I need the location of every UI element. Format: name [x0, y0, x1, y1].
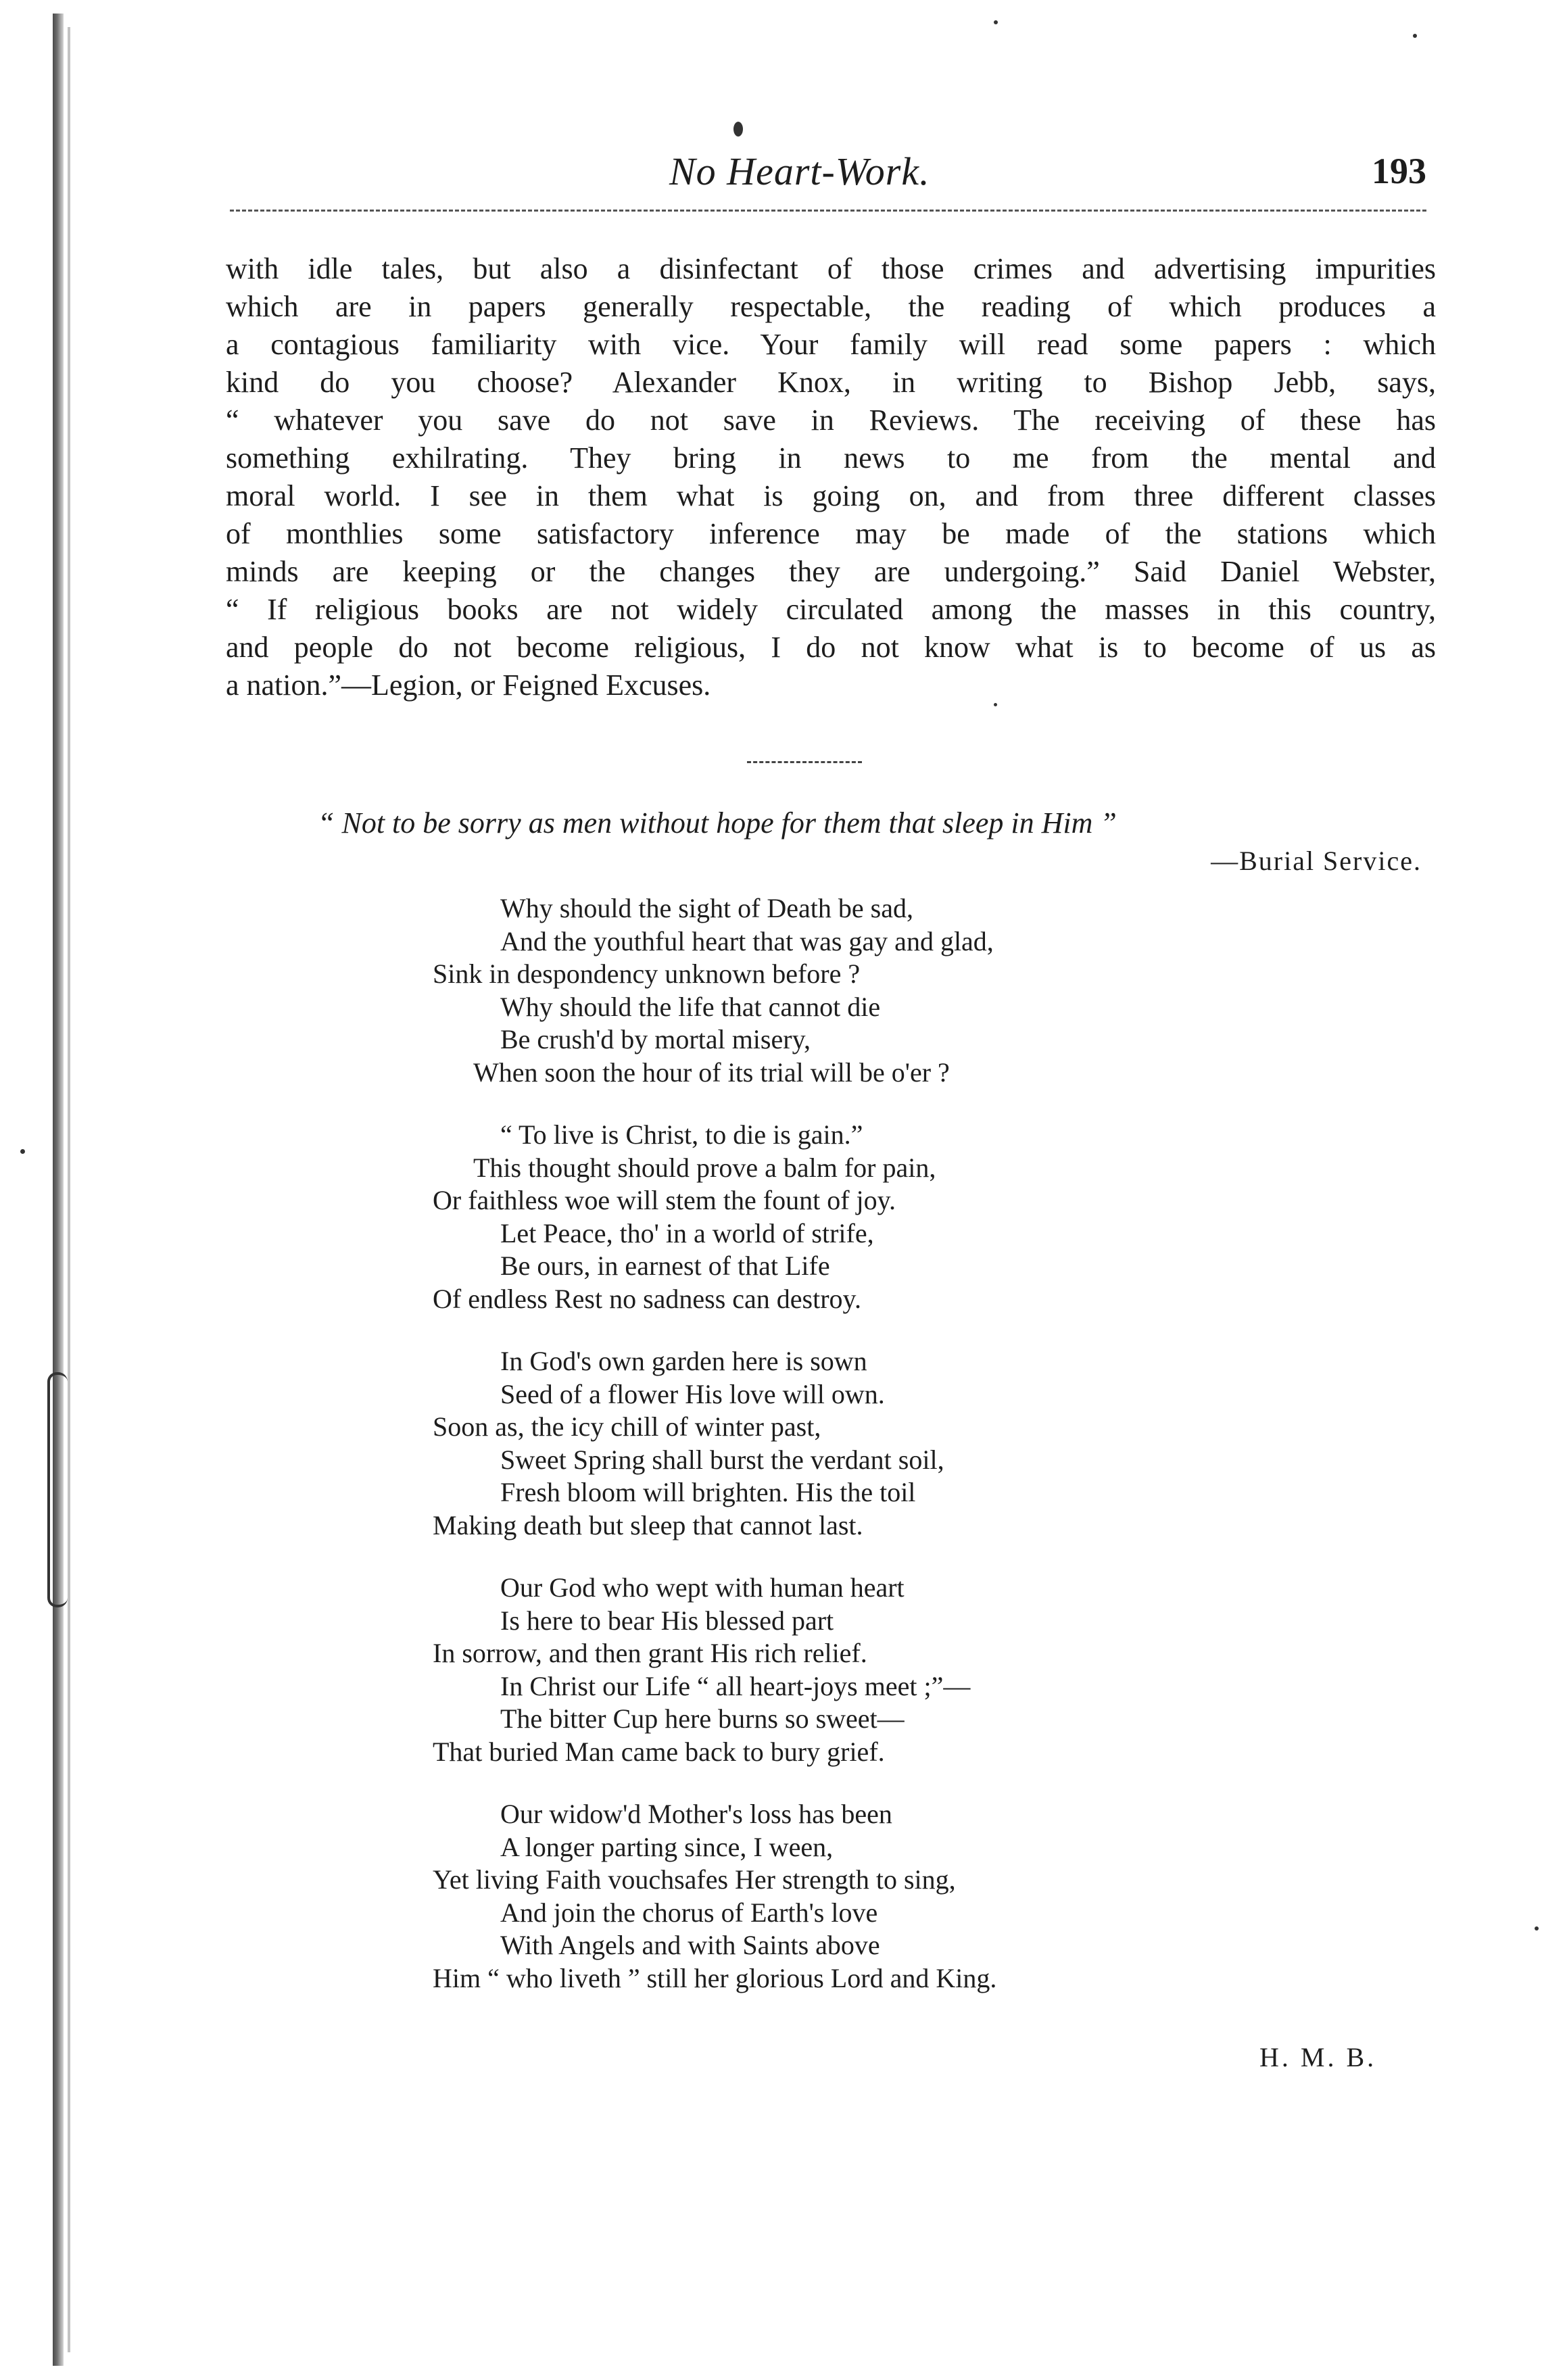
section-divider — [747, 761, 862, 763]
scan-speck — [733, 122, 743, 137]
poem-line: In Christ our Life “ all heart-joys meet ;”— — [500, 1670, 971, 1701]
poem-line: Sink in despondency unknown before ? — [433, 958, 861, 989]
header-rule — [230, 210, 1426, 212]
prose-line: a nation.”—Legion, or Feigned Excuses. — [226, 669, 711, 702]
poem-line: Let Peace, tho' in a world of strife, — [500, 1217, 874, 1248]
poem-line: Fresh bloom will brighten. His the toil — [500, 1477, 916, 1507]
prose-line: moral world. I see in them what is going on, and from three different classes — [226, 479, 1436, 512]
scan-speck — [994, 703, 997, 706]
poem-line: And the youthful heart that was gay and glad, — [500, 925, 994, 956]
poem-line: Our God who wept with human heart — [500, 1572, 905, 1603]
page-number: 193 — [1372, 151, 1426, 191]
poem-line: In sorrow, and then grant His rich relief. — [433, 1638, 867, 1668]
poem-line: Making death but sleep that cannot last. — [433, 1509, 863, 1540]
prose-line: “ whatever you save do not save in Reviews. The receiving of these has — [226, 404, 1436, 437]
prose-paragraph — [226, 250, 1436, 704]
poem-stanza — [433, 1119, 996, 1315]
scan-speck — [1413, 34, 1417, 38]
poem-line: When soon the hour of its trial will be o'er ? — [473, 1057, 950, 1088]
poem-line: The bitter Cup here burns so sweet— — [500, 1703, 905, 1734]
poem-line: Our widow'd Mother's loss has been — [500, 1799, 892, 1829]
poem-epigraph: “ Not to be sorry as men without hope for them that sleep in Him ” — [318, 806, 1117, 840]
poem-line: Seed of a flower His love will own. — [500, 1378, 885, 1409]
prose-line: a contagious familiarity with vice. Your family will read some papers : which — [226, 328, 1436, 361]
poem-line: Soon as, the icy chill of winter past, — [433, 1411, 821, 1442]
poem-line: In God's own garden here is sown — [500, 1346, 867, 1376]
scan-speck — [20, 1149, 25, 1154]
page-binding-shadow — [68, 27, 70, 2352]
poem-line: Him “ who liveth ” still her glorious Lord and King. — [433, 1962, 997, 1993]
poem-line: Is here to bear His blessed part — [500, 1605, 834, 1636]
prose-line: something exhilrating. They bring in news to me from the mental and — [226, 441, 1436, 475]
poem-stanza — [433, 1572, 996, 1768]
prose-line: with idle tales, but also a disinfectant of those crimes and advertising impurities — [226, 252, 1436, 285]
poem-line: Sweet Spring shall burst the verdant soil, — [500, 1444, 944, 1475]
poem-line: Why should the sight of Death be sad, — [500, 893, 913, 923]
poem-line: Why should the life that cannot die — [500, 991, 881, 1022]
poem-line: With Angels and with Saints above — [500, 1930, 880, 1960]
poem — [433, 892, 996, 2024]
binding-bracket-mark — [47, 1372, 68, 1607]
poem-stanza — [433, 892, 996, 1089]
poem-line: And join the chorus of Earth's love — [500, 1897, 878, 1928]
poem-line: “ To live is Christ, to die is gain.” — [500, 1119, 863, 1150]
poem-line: Be crush'd by mortal misery, — [500, 1024, 811, 1054]
poem-stanza — [433, 1798, 996, 1995]
poem-line: Be ours, in earnest of that Life — [500, 1250, 830, 1281]
prose-line: “ If religious books are not widely circulated among the masses in this country, — [226, 593, 1436, 626]
prose-line: kind do you choose? Alexander Knox, in writing to Bishop Jebb, says, — [226, 366, 1436, 399]
author-signature: H. M. B. — [1259, 2042, 1377, 2072]
page-binding-edge — [53, 14, 64, 2366]
poem-line: Yet living Faith vouchsafes Her strength to sing, — [433, 1864, 956, 1895]
epigraph-source: —Burial Service. — [1211, 846, 1422, 876]
prose-line: which are in papers generally respectable, the reading of which produces a — [226, 290, 1436, 323]
running-title: No Heart-Work. — [669, 149, 930, 193]
poem-line: A longer parting since, I ween, — [500, 1831, 834, 1862]
poem-line: Or faithless woe will stem the fount of joy. — [433, 1185, 896, 1215]
poem-line: That buried Man came back to bury grief. — [433, 1736, 885, 1767]
prose-line: of monthlies some satisfactory inference may be made of the stations which — [226, 517, 1436, 550]
scan-speck — [1535, 1926, 1539, 1930]
prose-line: and people do not become religious, I do not know what is to become of us as — [226, 631, 1436, 664]
running-header — [230, 149, 1440, 203]
poem-line: This thought should prove a balm for pain, — [473, 1152, 936, 1183]
scan-speck — [994, 20, 998, 24]
prose-line: minds are keeping or the changes they are undergoing.” Said Daniel Webster, — [226, 555, 1436, 588]
poem-stanza — [433, 1345, 996, 1542]
poem-line: Of endless Rest no sadness can destroy. — [433, 1283, 861, 1314]
